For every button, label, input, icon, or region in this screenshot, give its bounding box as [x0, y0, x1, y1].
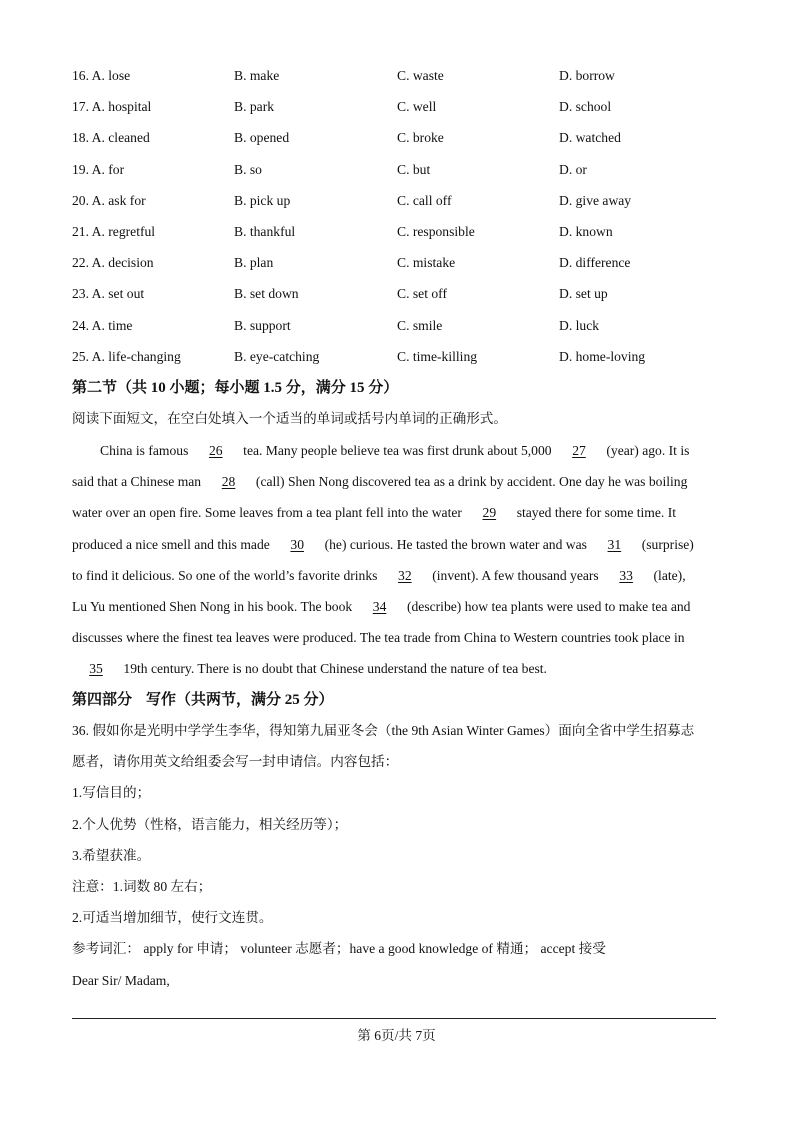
question-option	[559, 193, 631, 209]
passage-line	[72, 505, 676, 521]
question-number: 21.	[72, 224, 89, 239]
writing-task-line: 参考词汇： apply for 申请； volunteer 志愿者；have a good knowledge of 精通； accept 接受	[72, 941, 606, 957]
page-number: 第 6页/共 7页	[357, 1028, 436, 1043]
option-text: C. waste	[397, 68, 444, 83]
question-option	[234, 99, 274, 115]
passage-text: said that a Chinese man	[72, 474, 205, 490]
question-number: 22.	[72, 255, 89, 271]
writing-task-line: Dear Sir/ Madam,	[72, 972, 170, 988]
option-text: A. set out	[91, 286, 145, 302]
option-text: B. eye-catching	[234, 348, 320, 364]
option-text: D. set up	[559, 286, 608, 302]
question-option	[72, 349, 181, 365]
option-text: B. make	[234, 68, 280, 83]
question-option	[559, 286, 608, 302]
blank-31: 31	[607, 536, 622, 552]
question-option	[559, 255, 630, 271]
option-text: B. plan	[234, 255, 274, 271]
question-option	[72, 286, 144, 302]
option-text: D. known	[559, 224, 613, 239]
option-text: D. school	[559, 99, 612, 115]
option-text: C. broke	[397, 130, 444, 146]
option-text: A. life-changing	[91, 348, 181, 364]
writing-task-line: 注意：1.词数 80 左右；	[72, 879, 212, 894]
option-text: D. watched	[559, 130, 621, 146]
option-text: B. park	[234, 99, 275, 115]
passage-text: discusses where the finest tea leaves were produced. The tea trade from China to Western countries took place in	[72, 630, 685, 646]
question-option	[559, 349, 645, 365]
question-option	[72, 99, 151, 115]
option-text: A. for	[91, 161, 125, 177]
question-number: 18.	[72, 130, 89, 146]
question-option	[397, 224, 475, 240]
question-option	[234, 193, 290, 209]
option-text: D. difference	[559, 255, 631, 271]
question-number: 17.	[72, 99, 89, 115]
writing-task-line: 36. 假如你是光明中学学生李华，得知第九届亚冬会（the 9th Asian Winter Games）面向全省中学生招募志	[72, 723, 695, 738]
question-number: 25.	[72, 348, 89, 364]
option-text: C. time-killing	[397, 348, 478, 364]
option-text: A. regretful	[91, 224, 156, 239]
question-option	[234, 318, 291, 334]
question-number: 23.	[72, 286, 89, 302]
option-text: D. luck	[559, 317, 600, 333]
passage-line	[100, 443, 689, 459]
blank-33: 33	[619, 567, 633, 583]
writing-task-line: 1.写信目的；	[72, 785, 151, 801]
writing-task-line: 2.可适当增加细节，使行文连贯。	[72, 910, 273, 926]
question-option	[559, 318, 599, 334]
blank-32: 32	[398, 567, 412, 583]
question-option	[397, 255, 455, 271]
question-option	[559, 68, 615, 84]
question-option	[72, 68, 130, 84]
passage-text: 19th century. There is no doubt that Chinese understand the nature of tea best.	[120, 661, 547, 677]
passage-line	[72, 568, 686, 584]
passage-text: water over an open fire. Some leaves from a tea plant fell into the water	[72, 505, 466, 521]
passage-text: Lu Yu mentioned Shen Nong in his book. The book	[72, 599, 356, 614]
passage-text: tea. Many people believe tea was first drunk about 5,000	[239, 443, 555, 458]
writing-task-line: 愿者，请你用英文给组委会写一封申请信。内容包括：	[72, 754, 399, 770]
section2-instruction: 阅读下面短文，在空白处填入一个适当的单词或括号内单词的正确形式。	[72, 411, 507, 426]
question-option	[397, 68, 444, 84]
option-text: D. borrow	[559, 68, 615, 83]
option-text: A. ask for	[91, 192, 146, 208]
question-option	[234, 130, 289, 146]
question-number: 24.	[72, 317, 89, 333]
option-text: B. support	[234, 317, 291, 333]
option-text: A. cleaned	[91, 130, 150, 146]
option-text: C. but	[397, 161, 431, 177]
option-text: A. lose	[91, 68, 131, 83]
blank-30: 30	[290, 536, 304, 552]
passage-line	[72, 599, 690, 615]
passage-line	[72, 474, 687, 490]
option-text: B. opened	[234, 130, 290, 146]
writing-task-line: 2.个人优势（性格，语言能力，相关经历等）；	[72, 816, 348, 832]
question-option	[72, 224, 155, 240]
question-option	[72, 130, 150, 146]
question-option	[72, 193, 146, 209]
passage-text: produced a nice smell and this made	[72, 536, 274, 552]
question-option	[559, 162, 587, 178]
question-option	[234, 224, 295, 240]
option-text: C. responsible	[397, 224, 475, 239]
passage-line	[72, 661, 547, 677]
option-text: C. mistake	[397, 255, 456, 271]
question-option	[559, 99, 611, 115]
passage-text: (year) ago. It is	[602, 443, 690, 458]
option-text: C. set off	[397, 286, 447, 302]
question-number: 20.	[72, 192, 89, 208]
option-text: C. smile	[397, 317, 443, 333]
passage-text: (call) Shen Nong discovered tea as a drink by accident. One day he was boiling	[252, 474, 688, 490]
option-text: A. decision	[91, 255, 154, 271]
blank-27: 27	[572, 443, 586, 458]
passage-text: (invent). A few thousand years	[428, 567, 603, 583]
option-text: D. home-loving	[559, 348, 646, 364]
question-option	[397, 162, 430, 178]
question-number: 16.	[72, 68, 89, 83]
option-text: B. thankful	[234, 224, 296, 239]
question-option	[234, 349, 319, 365]
passage-line	[72, 630, 685, 646]
passage-text: China is famous	[100, 443, 192, 458]
passage-line	[72, 537, 694, 553]
option-text: B. so	[234, 161, 262, 177]
question-option	[234, 162, 262, 178]
question-number: 19.	[72, 161, 89, 177]
blank-26: 26	[208, 443, 223, 458]
passage-text: (he) curious. He tasted the brown water and was	[321, 536, 591, 552]
passage-text: to find it delicious. So one of the world’s favorite drinks	[72, 567, 381, 583]
option-text: B. pick up	[234, 192, 291, 208]
option-text: C. call off	[397, 192, 452, 208]
option-text: B. set down	[234, 286, 299, 302]
question-option	[397, 193, 452, 209]
passage-text: stayed there for some time. It	[513, 505, 677, 521]
passage-text: (late),	[650, 567, 686, 583]
blank-29: 29	[482, 505, 497, 521]
question-option	[397, 349, 477, 365]
blank-28: 28	[221, 474, 236, 490]
passage-text: (describe) how tea plants were used to make tea and	[403, 599, 691, 614]
option-text: A. time	[91, 317, 133, 333]
question-option	[397, 99, 436, 115]
part4-heading-b: 写作（共两节，满分 25 分）	[146, 692, 334, 708]
question-option	[397, 286, 447, 302]
question-option	[72, 162, 124, 178]
question-option	[234, 68, 279, 84]
option-text: A. hospital	[91, 99, 152, 115]
writing-task-line: 3.希望获准。	[72, 847, 151, 863]
question-option	[234, 286, 299, 302]
blank-34: 34	[372, 599, 387, 614]
footer-divider	[72, 1018, 716, 1019]
question-option	[397, 318, 442, 334]
question-option	[559, 130, 621, 146]
question-option	[72, 318, 132, 334]
passage-text: (surprise)	[638, 536, 694, 552]
question-option	[234, 255, 273, 271]
question-option	[559, 224, 613, 240]
section2-heading: 第二节（共 10 小题；每小题 1.5 分，满分 15 分）	[72, 380, 399, 396]
question-option	[397, 130, 444, 146]
option-text: C. well	[397, 99, 437, 115]
blank-35: 35	[89, 661, 103, 677]
part4-heading-a: 第四部分	[72, 692, 133, 708]
part4-heading	[72, 692, 334, 708]
option-text: D. or	[559, 161, 587, 177]
question-option	[72, 255, 154, 271]
option-text: D. give away	[559, 192, 632, 208]
